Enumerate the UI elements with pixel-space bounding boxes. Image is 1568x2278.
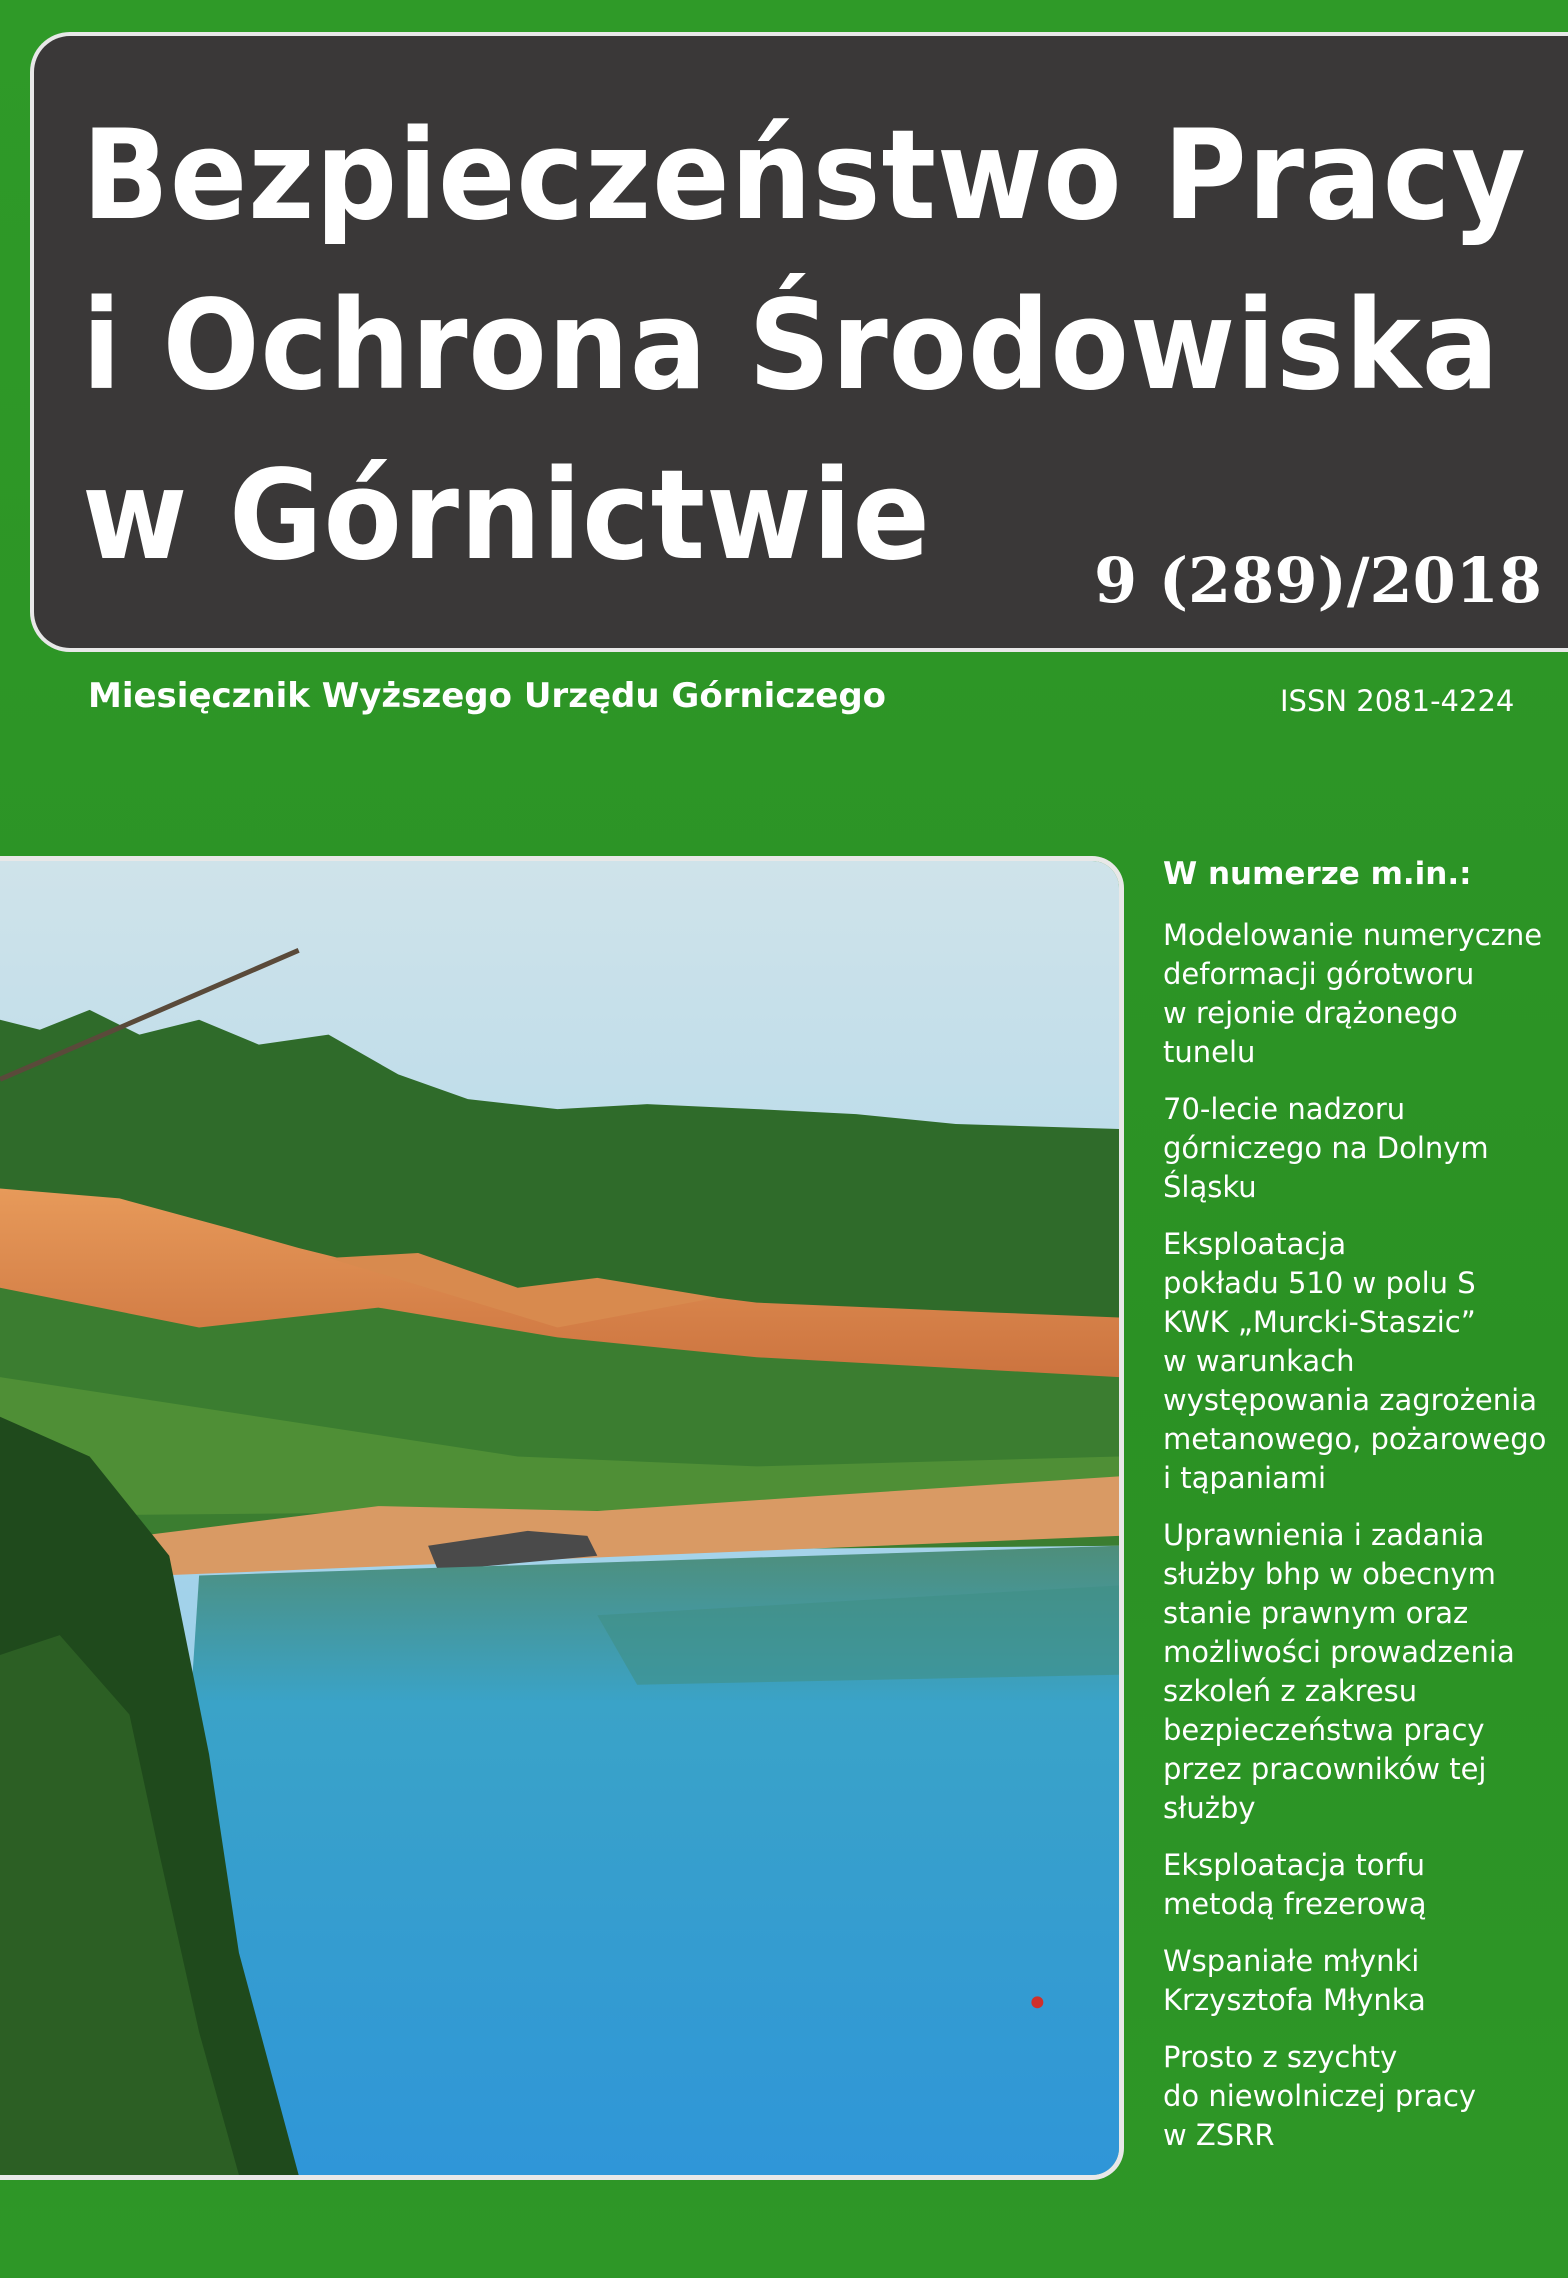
contents-item: Eksploatacja pokładu 510 w polu S KWK „Murcki-Staszic” w warunkach występowania zagrożenia metanowego, pożarowego i tąpaniami: [1163, 1227, 1547, 1495]
quarry-lake-photo: [0, 861, 1119, 2175]
issue-number: 9 (289)/2018: [1094, 544, 1543, 617]
title-line-2: i Ochrona Środowiska: [82, 274, 1500, 418]
contents-item: Eksploatacja torfu metodą frezerową: [1163, 1848, 1427, 1921]
contents-item: Uprawnienia i zadania służby bhp w obecnym stanie prawnym oraz możliwości prowadzenia szkoleń z zakresu bezpieczeństwa pracy przez pracowników tej służby: [1163, 1518, 1515, 1825]
subtitle: Miesięcznik Wyższego Urzędu Górniczego: [88, 676, 887, 716]
contents-list: [1163, 856, 1559, 2173]
title-panel: [30, 32, 1568, 652]
contents-item: Prosto z szychty do niewolniczej pracy w ZSRR: [1163, 2040, 1477, 2152]
contents-item: 70-lecie nadzoru górniczego na Dolnym Śląsku: [1163, 1092, 1489, 1204]
contents-heading: W numerze m.in.:: [1163, 856, 1472, 892]
contents-item: Wspaniałe młynki Krzysztofa Młynka: [1163, 1944, 1426, 2017]
issn: ISSN 2081-4224: [1280, 684, 1515, 718]
title-line-1: Bezpieczeństwo Pracy: [82, 104, 1527, 248]
cover-photo: [0, 856, 1124, 2180]
title-line-3: w Górnictwie: [82, 444, 931, 588]
contents-item: Modelowanie numeryczne deformacji górotworu w rejonie drążonego tunelu: [1163, 918, 1543, 1069]
